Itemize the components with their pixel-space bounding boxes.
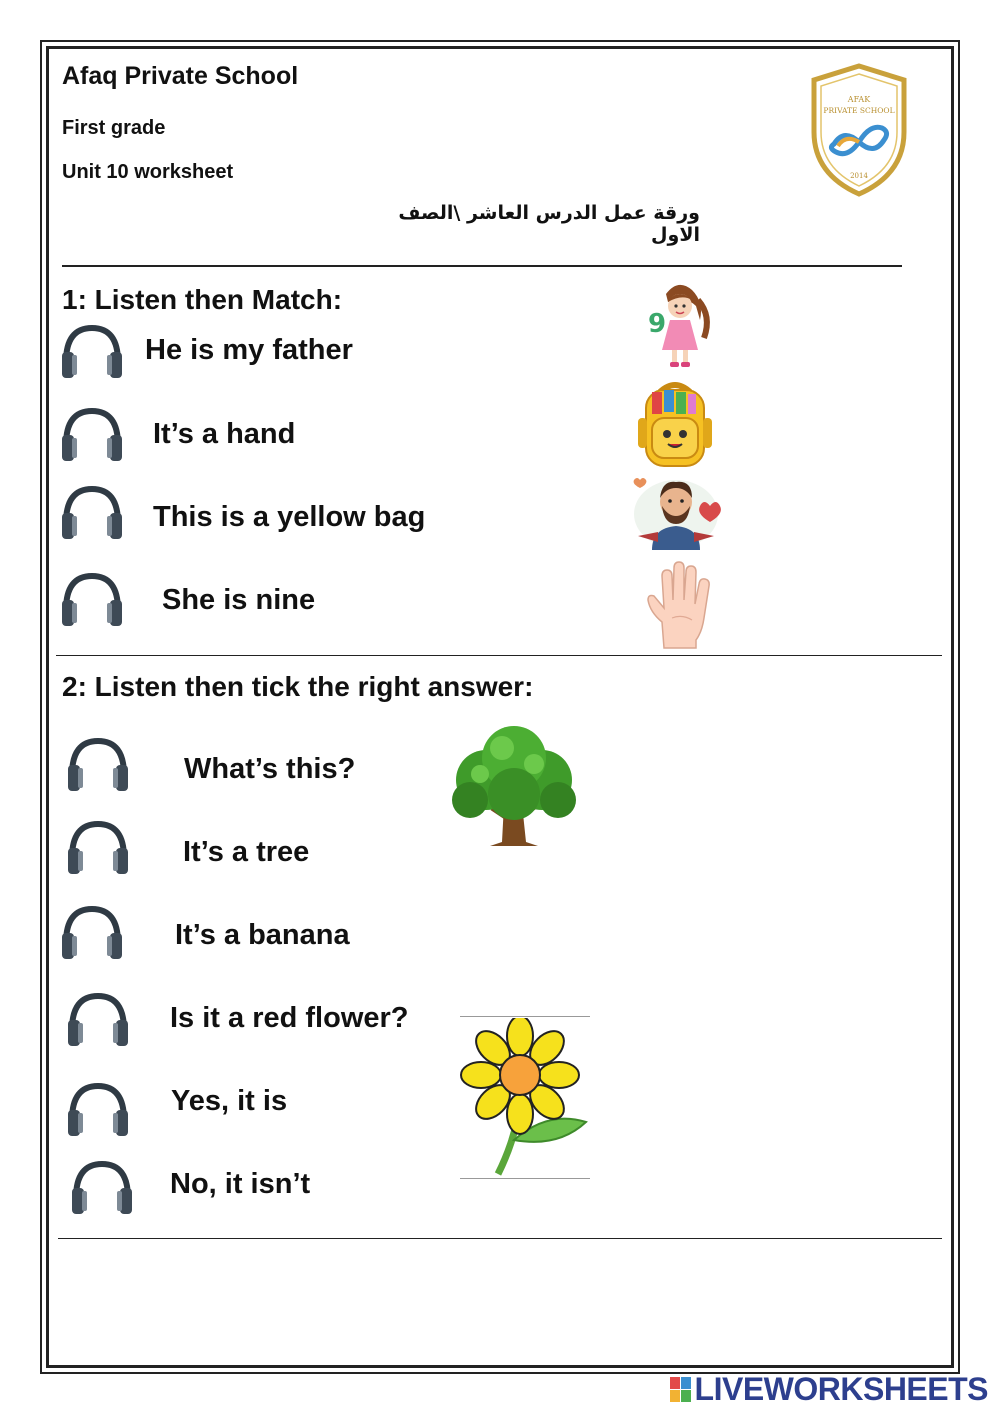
section-divider-1 [56,655,942,656]
headphones-icon[interactable] [58,322,126,382]
section2-item-1: What’s this? [184,753,356,785]
father-picture[interactable] [628,470,724,550]
hand-picture[interactable] [642,560,718,652]
section1-heading: 1: Listen then Match: [62,284,343,315]
section2-item-2: It’s a tree [183,836,310,868]
school-logo [800,62,918,198]
headphones-icon[interactable] [64,1080,132,1140]
school-bag-picture[interactable] [632,378,718,470]
worksheet-label: Unit 10 worksheet [62,161,234,183]
tree-picture[interactable] [446,724,582,848]
headphones-icon[interactable] [58,483,126,543]
headphones-icon[interactable] [64,990,132,1050]
arabic-title: ورقة عمل الدرس العاشر \الصف الاول [398,202,700,246]
liveworksheets-logo-icon [670,1377,691,1402]
section2-item-6: No, it isn’t [170,1168,311,1200]
section2-item-5: Yes, it is [171,1085,288,1117]
headphones-icon[interactable] [64,735,132,795]
section-divider-2 [58,1238,942,1239]
header-divider [62,265,902,267]
headphones-icon[interactable] [64,818,132,878]
logo-year: 2014 [850,172,868,180]
grade-label: First grade [62,117,166,139]
flower-picture[interactable] [458,1018,592,1178]
liveworksheets-brand[interactable] [670,1371,988,1408]
flower-frame-top [460,1016,590,1017]
section1-item-3: This is a yellow bag [153,501,426,533]
section2-item-3: It’s a banana [175,919,350,951]
headphones-icon[interactable] [58,570,126,630]
section1-item-1: He is my father [145,334,353,366]
headphones-icon[interactable] [58,903,126,963]
headphones-icon[interactable] [58,405,126,465]
girl-picture[interactable] [638,276,718,370]
school-name: Afaq Private School [62,62,299,90]
logo-text-line1: AFAK [847,95,871,104]
section2-item-4: Is it a red flower? [170,1002,409,1034]
number-nine: 9 [648,309,667,339]
section2-heading: 2: Listen then tick the right answer: [62,671,534,702]
section1-item-2: It’s a hand [153,418,296,450]
headphones-icon[interactable] [68,1158,136,1218]
flower-frame-bottom [460,1178,590,1179]
brand-text: LIVEWORKSHEETS [694,1371,988,1407]
section1-item-4: She is nine [162,584,316,616]
logo-text-line2: PRIVATE SCHOOL [823,106,895,115]
